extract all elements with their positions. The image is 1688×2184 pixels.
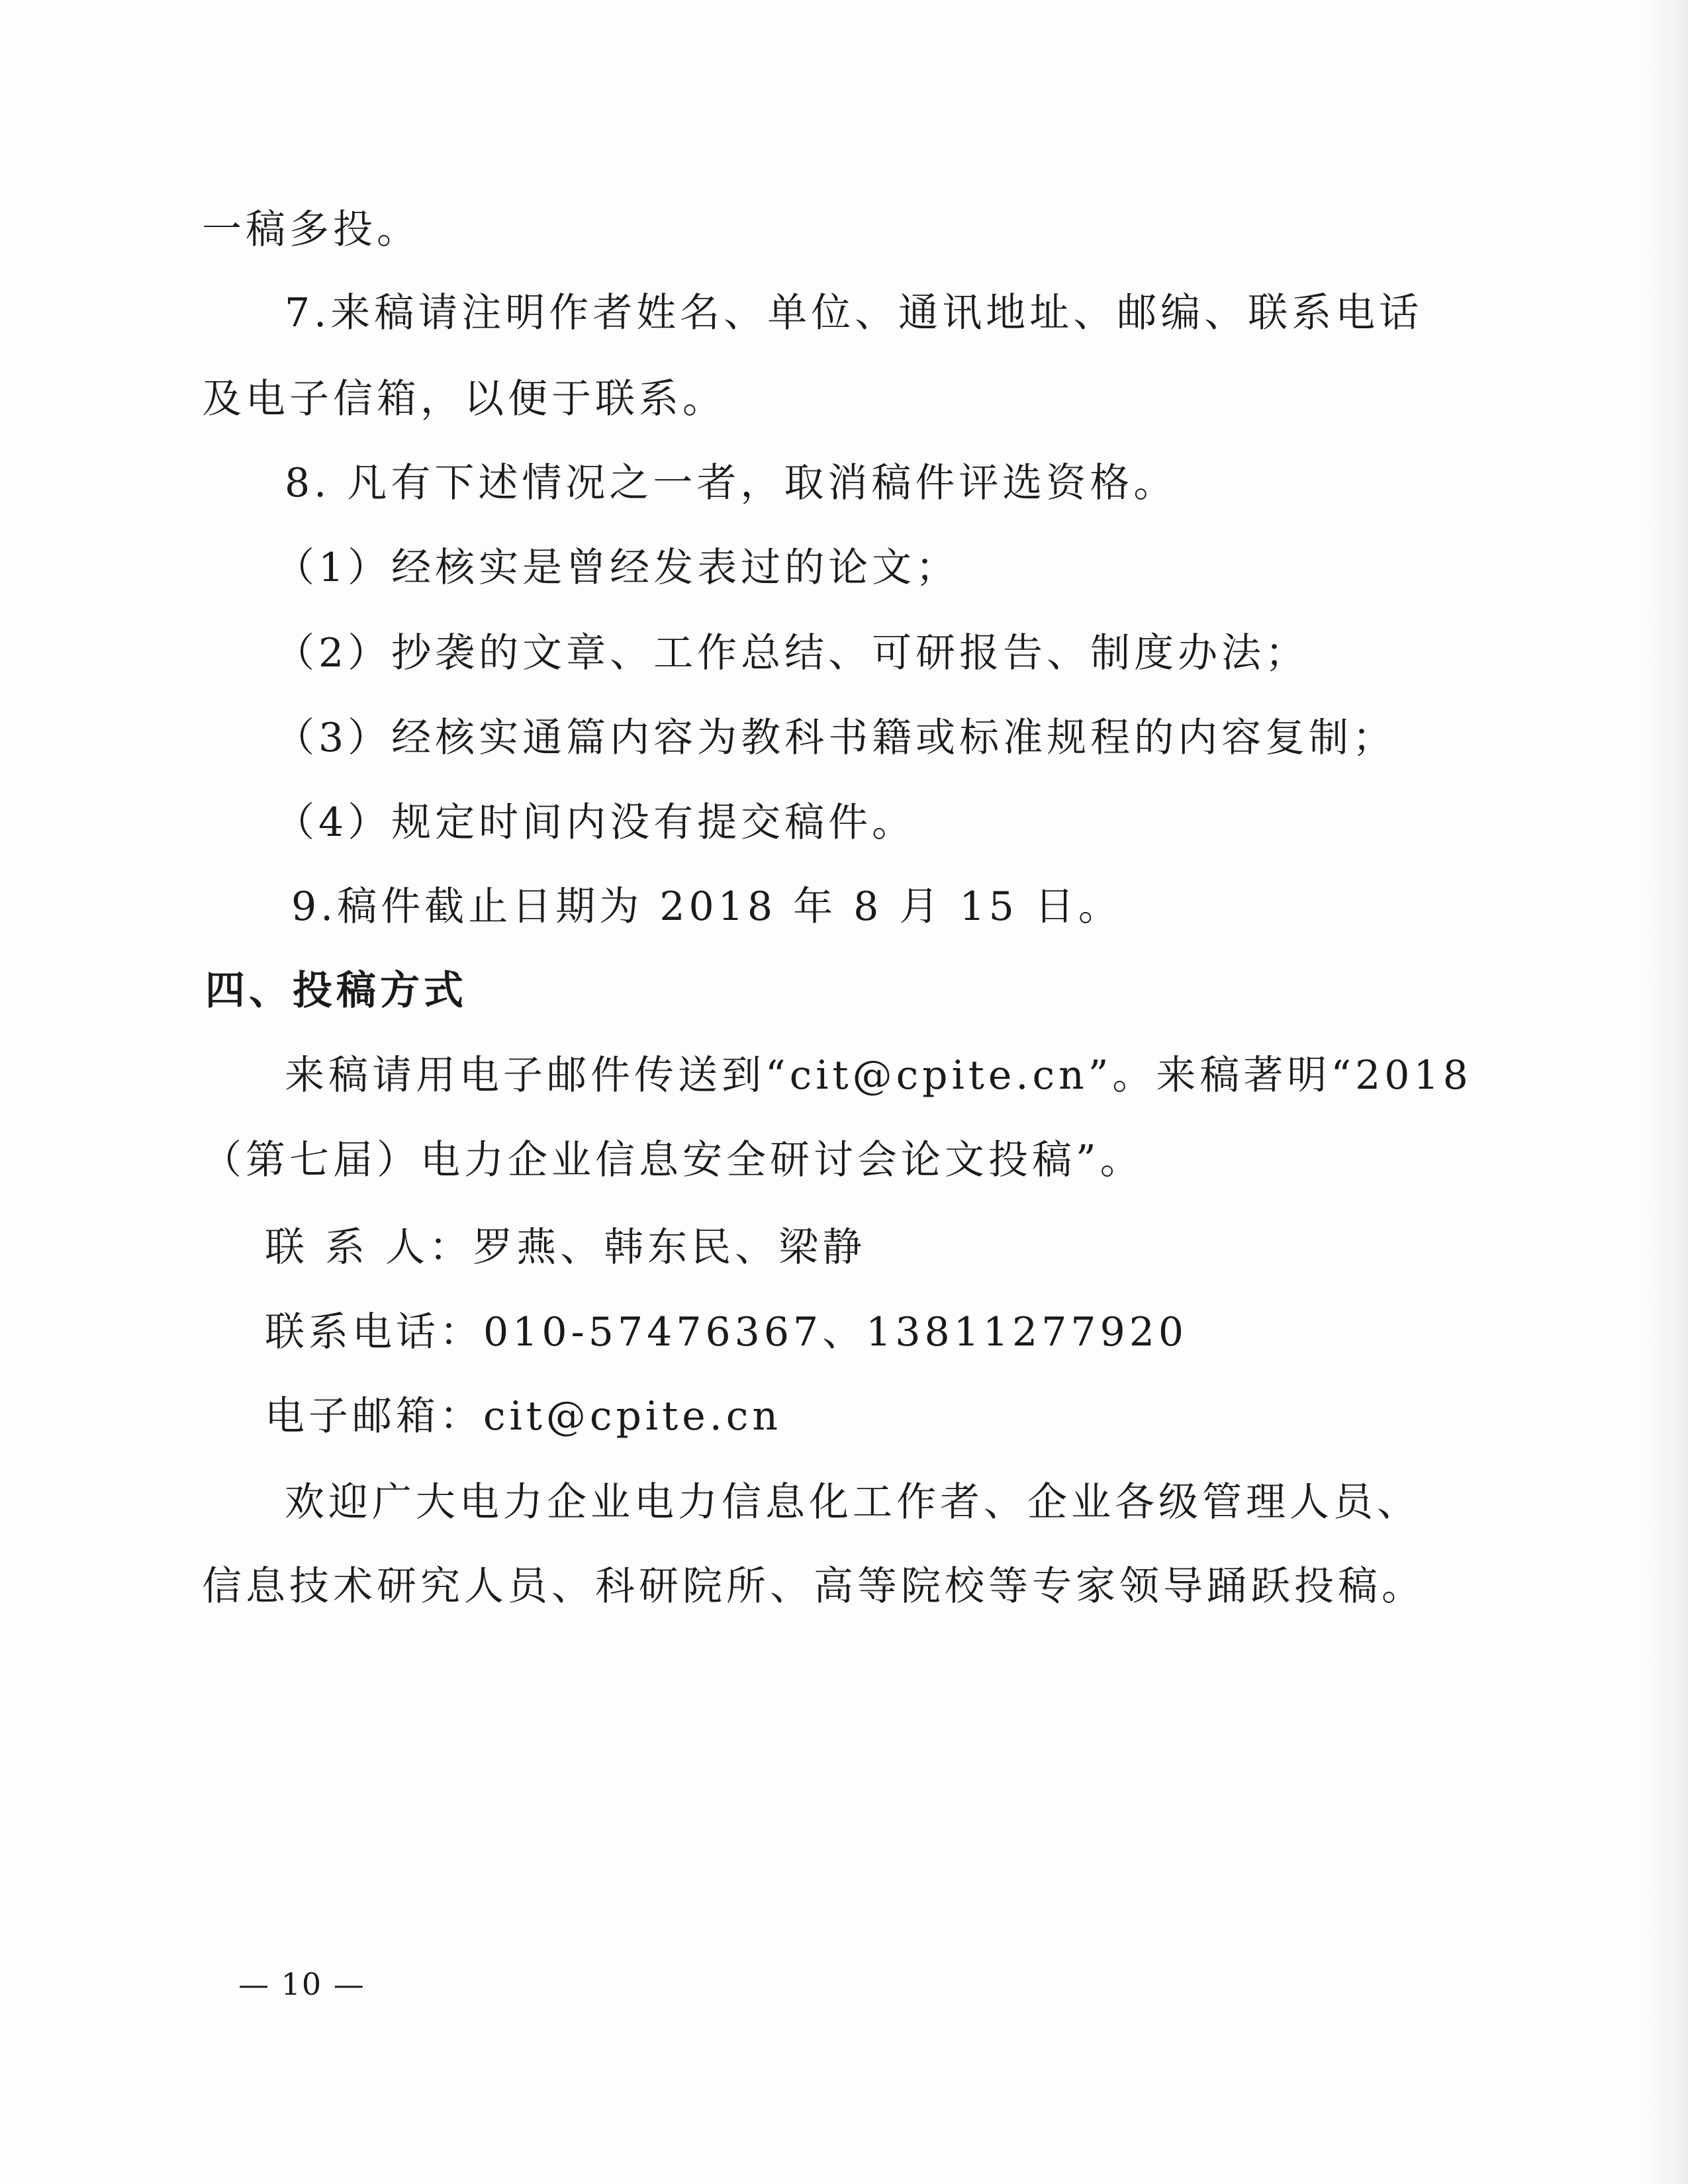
contact-phone: 联系电话：010-57476367、13811277920 [265, 1309, 1188, 1355]
text-line-subitem-3: （3）经核实通篇内容为教科书籍或标准规程的内容复制； [275, 715, 1397, 761]
text-line-subitem-1: （1）经核实是曾经发表过的论文； [275, 545, 960, 591]
text-line-continuation: 一稿多投。 [202, 206, 420, 253]
text-line-subitem-4: （4）规定时间内没有提交稿件。 [275, 799, 916, 846]
text-line-item-7-cont: 及电子信箱，以便于联系。 [202, 376, 726, 422]
section-heading: 四、投稿方式 [205, 968, 467, 1014]
submission-line-1: 来稿请用电子邮件传送到“cit@cpite.cn”。来稿著明“2018 [285, 1052, 1472, 1099]
page-edge-shadow [1642, 0, 1688, 2184]
text-line-item-8: 8. 凡有下述情况之一者，取消稿件评选资格。 [285, 460, 1178, 506]
contact-person: 联 系 人：罗燕、韩东民、梁静 [265, 1224, 867, 1271]
submission-line-2: （第七届）电力企业信息安全研讨会论文投稿”。 [202, 1137, 1144, 1183]
text-line-subitem-2: （2）抄袭的文章、工作总结、可研报告、制度办法； [275, 630, 1309, 676]
closing-line-1: 欢迎广大电力企业电力信息化工作者、企业各级管理人员、 [285, 1479, 1421, 1525]
contact-email: 电子邮箱：cit@cpite.cn [265, 1393, 782, 1439]
page-number: — 10 — [238, 1966, 365, 2002]
closing-line-2: 信息技术研究人员、科研院所、高等院校等专家领导踊跃投稿。 [202, 1563, 1425, 1610]
text-line-item-7: 7.来稿请注明作者姓名、单位、通讯地址、邮编、联系电话 [285, 290, 1423, 336]
text-line-item-9: 9.稿件截止日期为 2018 年 8 月 15 日。 [291, 884, 1122, 930]
